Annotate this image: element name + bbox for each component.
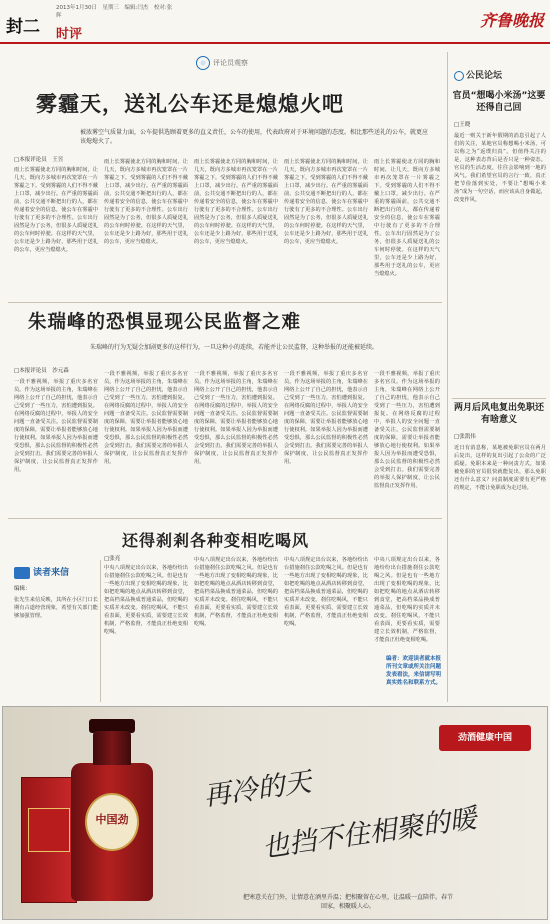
pen-icon [14,567,30,579]
sidebar-body-2: 近日有消息称，某地被免职官员在两月后复出，这样的复出引起了公众的广泛质疑。免职本来是一种问责方式，如果被免职的官员很快就能复出，那么免职还有什么意义？问责制度需要有更严格的规定，不能让免职成为走过场。 [454,445,546,491]
article-divider-1 [8,302,442,303]
second-byline: □本报评论员 沙元森 [14,368,69,374]
reader-byline: 编辑： [14,586,31,592]
reader-divider [100,560,101,702]
second-subheading: 朱瑞峰的行为无疑会加剧更多的这样行为，一旦这种小的连续，若能并让公民监督，这种举报的还能被延续。 [90,344,379,351]
observer-icon [196,56,210,70]
product-bottle: 中国劲 [71,763,153,901]
second-body-col4: 一段不雅视频，举报了重庆多名官员。作为这场举报的主角，朱瑞峰在网络上公开了自己的担忧，他表示自己受到了一些压力，害怕遭到报复。在网络反腐的过程中，举报人的安全问题一直备受关注。公民监督需要制度的保障，需要让举报者能够放心地行使权利。如果举报人因为举报而遭受恐惧，那么公民监督的积极性必然会受到打击。我们需要完善的举报人保护制度，让公民监督真正发挥作用。 [284,371,368,465]
main-body-col2: 雨上长雾霾使北方同的胸和时间，让几天，既向方多城市再次笼罩在一片雾霾之下。受到雾霾的人们不得不戴上口罩，减少出行。在严重的雾霾面前，公共交通不断把出行的人，都在传递着安全的信息，使公车在雾霾中行驶有了更多的不合理性。公车出行固然是为了公务，但很多人质疑送礼的公车何时停驶。在这样的天气里，公车还是少上路为好，那些用于送礼的公车，更应当熄熄火。 [104,159,188,245]
reader-body: 张先生来信反映，其所在小区门口长期有占道经营现象，希望有关部门能够加强管理。 [14,597,98,619]
second-body-col2: 一段不雅视频，举报了重庆多名官员。作为这场举报的主角，朱瑞峰在网络上公开了自己的担忧，他表示自己受到了一些压力，害怕遭到报复。在网络反腐的过程中，举报人的安全问题一直备受关注。公民监督需要制度的保障，需要让举报者能够放心地行使权利。如果举报人因为举报而遭受恐惧，那么公民监督的积极性必然会受到打击。我们需要完善的举报人保护制度，让公民监督真正发挥作用。 [104,371,188,465]
forum-icon [454,71,464,81]
article-divider-2 [8,518,442,519]
main-body-col4: 雨上长雾霾使北方同的胸和时间，让几天，既向方多城市再次笼罩在一片雾霾之下。受到雾霾的人们不得不戴上口罩，减少出行。在严重的雾霾面前，公共交通不断把出行的人，都在传递着安全的信息，使公车在雾霾中行驶有了更多的不合理性。公车出行固然是为了公务，但很多人质疑送礼的公车何时停驶。在这样的天气里，公车还是少上路为好，那些用于送礼的公车，更应当熄熄火。 [284,159,368,245]
sidebar-divider [452,398,546,399]
sidebar-title-label: 公民论坛 [466,71,503,81]
column-label: 时评 [56,27,83,42]
third-body-col2: 中央八项规定出台以来，各地纷纷出台措施刹住公款吃喝之风。但是也有一些地方出现了变相吃喝的现象，比如把吃喝的地点从酒店转移到食堂，把高档菜品换成普通菜品，但吃喝的实质并未改变。刹住吃喝风，不能只看表面，更要看实质，需要建立长效机制，严格监督，才能真正杜绝变相吃喝。 [194,557,278,627]
second-body-col1: 一段不雅视频，举报了重庆多名官员。作为这场举报的主角，朱瑞峰在网络上公开了自己的担忧，他表示自己受到了一些压力，害怕遭到报复。在网络反腐的过程中，举报人的安全问题一直备受关注。公民监督需要制度的保障，需要让举报者能够放心地行使权利。如果举报人因为举报而遭受恐惧，那么公民监督的积极性必然会受到打击。我们需要完善的举报人保护制度，让公民监督真正发挥作用。 [14,379,98,473]
main-body-col5: 雨上长雾霾使北方同的胸和时间，让几天，既向方多城市再次笼罩在一片雾霾之下。受到雾霾的人们不得不戴上口罩，减少出行。在严重的雾霾面前，公共交通不断把出行的人，都在传递着安全的信息，使公车在雾霾中行驶有了更多的不合理性。公车出行固然是为了公务，但很多人质疑送礼的公车何时停驶。在这样的天气里，公车还是少上路为好，那些用于送礼的公车，更应当熄熄火。 [374,159,440,277]
section-label: 封二 [6,17,40,37]
main-subheading: 被浓雾空气质量力面，公车提供选顾着更多的直义责任，公车的使用，代表政府对于环境问题的态度。相比那些送礼的公车，就更应该熄熄火了。 [80,129,429,145]
sidebar-byline-2: □张凯伟 [454,434,476,440]
second-body-col5: 一段不雅视频，举报了重庆多名官员。作为这场举报的主角，朱瑞峰在网络上公开了自己的担忧，他表示自己受到了一些压力，害怕遭到报复。在网络反腐的过程中，举报人的安全问题一直备受关注。公民监督需要制度的保障，需要让举报者能够放心地行使权利。如果举报人因为举报而遭受恐惧，那么公民监督的积极性必然会受到打击。我们需要完善的举报人保护制度，让公民监督真正发挥作用。 [374,371,440,489]
second-body-col3: 一段不雅视频，举报了重庆多名官员。作为这场举报的主角，朱瑞峰在网络上公开了自己的担忧，他表示自己受到了一些压力，害怕遭到报复。在网络反腐的过程中，举报人的安全问题一直备受关注。公民监督需要制度的保障，需要让举报者能够放心地行使权利。如果举报人因为举报而遭受恐惧，那么公民监督的积极性必然会受到打击。我们需要完善的举报人保护制度，让公民监督真正发挥作用。 [194,371,278,465]
ad-brand-logo: 劲酒健康中国 [439,725,531,751]
sidebar-title [454,68,502,81]
ad-body-text: 把寒意关在门外，让情意在酒里升温；把相聚留在心里，让温暖一直陪伴。春节回家，相聚暖人心。 [243,894,454,910]
main-byline: □本报评论员 王昱 [14,157,64,163]
advertisement [2,706,548,920]
main-headline: 雾霾天，送礼公车还是熄熄火吧 [36,92,344,116]
observer-badge [196,56,276,72]
reader-letters-title [14,565,69,579]
sidebar-body-1: 最近一则关于新年假期的消息引起了人们的关注，某地官员称想喝小米汤，可以称之为“返璞归真”。但值得关注的是，这种表态背后是否只是一种姿态。官员的生活态度，往往会影响到一地的风气。我们希望官员的言行一致，真正把节俭落到实处，不要让“想喝小米汤”成为一句空话，而应该从自身做起，改变作风。 [454,133,546,203]
newspaper-logo: 齐鲁晚报 [479,11,544,30]
third-body-col4: 中央八项规定出台以来，各地纷纷出台措施刹住公款吃喝之风。但是也有一些地方出现了变相吃喝的现象，比如把吃喝的地点从酒店转移到食堂，把高档菜品换成普通菜品，但吃喝的实质并未改变。刹住吃喝风，不能只看表面，更要看实质，需要建立长效机制，严格监督，才能真正杜绝变相吃喝。 [374,557,440,643]
third-body-col3: 中央八项规定出台以来，各地纷纷出台措施刹住公款吃喝之风。但是也有一些地方出现了变相吃喝的现象，比如把吃喝的地点从酒店转移到食堂，把高档菜品换成普通菜品，但吃喝的实质并未改变。刹住吃喝风，不能只看表面，更要看实质，需要建立长效机制，严格监督，才能真正杜绝变相吃喝。 [284,557,368,627]
page-header [0,0,550,44]
main-body-col1: 雨上长雾霾使北方同的胸和时间，让几天，既向方多城市再次笼罩在一片雾霾之下。受到雾霾的人们不得不戴上口罩，减少出行。在严重的雾霾面前，公共交通不断把出行的人，都在传递着安全的信息，使公车在雾霾中行驶有了更多的不合理性。公车出行固然是为了公务，但很多人质疑送礼的公车何时停驶。在这样的天气里，公车还是少上路为好，那些用于送礼的公车，更应当熄熄火。 [14,167,98,253]
third-body-col1: 中央八项规定出台以来，各地纷纷出台措施刹住公款吃喝之风。但是也有一些地方出现了变相吃喝的现象，比如把吃喝的地点从酒店转移到食堂，把高档菜品换成普通菜品，但吃喝的实质并未改变。刹住吃喝风，不能只看表面，更要看实质，需要建立长效机制，严格监督，才能真正杜绝变相吃喝。 [104,565,188,635]
issue-date: 2013年1月30日 星期三 编辑:闫杰 校对:张辉 [56,5,173,19]
sidebar-headline-1: 官员“想喝小米汤”这要还得自己回 [452,91,546,113]
main-body-col3: 雨上长雾霾使北方同的胸和时间，让几天，既向方多城市再次笼罩在一片雾霾之下。受到雾霾的人们不得不戴上口罩，减少出行。在严重的雾霾面前，公共交通不断把出行的人，都在传递着安全的信息，使公车在雾霾中行驶有了更多的不合理性。公车出行固然是为了公务，但很多人质疑送礼的公车何时停驶。在这样的天气里，公车还是少上路为好，那些用于送礼的公车，更应当熄熄火。 [194,159,278,245]
ad-slogan-line2: 也挡不住相聚的暖 [260,803,479,864]
sidebar-headline-2: 两月后风电复出免职还有啥意义 [453,403,544,425]
editor-notice: 编者：欢迎读者就本报所刊文章或所关注问题发表看法，来信请写明真实姓名和联系方式。 [386,656,442,686]
ad-slogan-line1: 再冷的天 [201,766,314,813]
third-headline: 还得刹剎各种变相吃喝风 [122,531,310,550]
badge-label: 评论员观察 [213,59,248,67]
second-headline: 朱瑞峰的恐惧显现公民监督之难 [28,312,302,333]
column-divider [447,52,448,702]
product-box [21,777,77,903]
sidebar-byline-1: □王晓 [454,122,471,128]
third-byline: □张亮 [104,556,121,562]
reader-title-label: 读者来信 [33,568,70,578]
